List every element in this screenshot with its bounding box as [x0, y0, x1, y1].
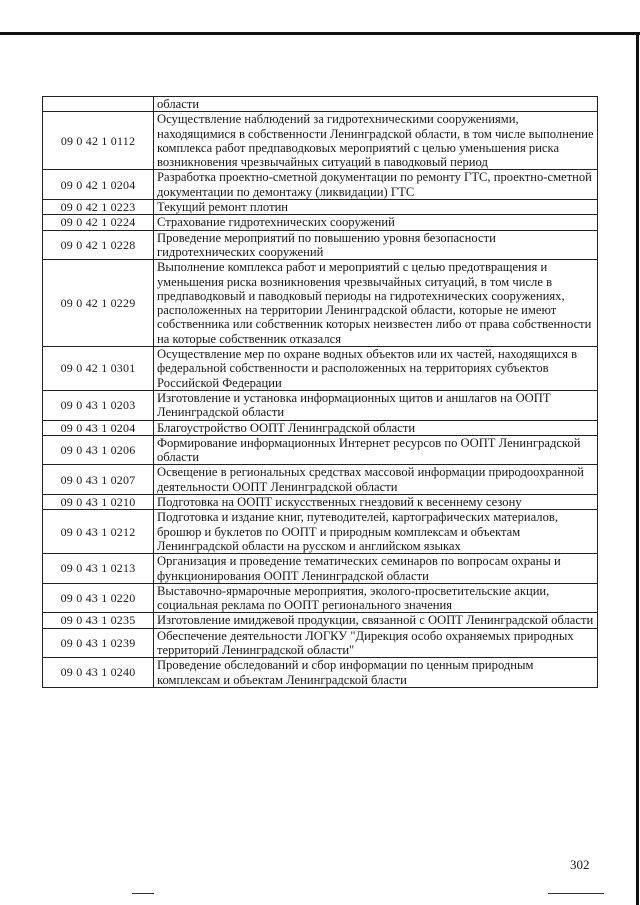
description-cell: Выполнение комплекса работ и мероприятий с целью предотвращения и уменьшения риска возникновения чрезвычайных ситуаций, в том числе в предпаводковый и паводковый периоды на гидротехнических сооружениях, расположенных на территории Ленинградской области, которые не имеют собственника или собственник которых неизвестен либо от права собственности на которые собственник отказался: [154, 260, 598, 347]
budget-code-cell: 09 0 43 1 0220: [43, 583, 154, 613]
description-cell: Разработка проектно-сметной документации по ремонту ГТС, проектно-сметной документации по демонтажу (ликвидации) ГТС: [154, 170, 598, 200]
table-row: [43, 97, 598, 112]
table-row: [43, 170, 598, 200]
description-cell: Осуществление мер по охране водных объектов или их частей, находящихся в федеральной собственности и расположенных на территориях субъектов Российской Федерации: [154, 347, 598, 391]
table-row: [43, 495, 598, 510]
table-row: [43, 200, 598, 215]
description-cell: Текущий ремонт плотин: [154, 200, 598, 215]
scan-artifact-line: [548, 893, 604, 894]
budget-code-cell: 09 0 42 1 0223: [43, 200, 154, 215]
table-row: [43, 583, 598, 613]
description-cell: Обеспечение деятельности ЛОГКУ "Дирекция особо охраняемых природных территорий Ленинградской области": [154, 628, 598, 658]
table-row: [43, 112, 598, 170]
budget-code-cell: 09 0 43 1 0235: [43, 613, 154, 628]
description-cell: Формирование информационных Интернет ресурсов по ООПТ Ленинградской области: [154, 435, 598, 465]
budget-code-cell: 09 0 43 1 0210: [43, 495, 154, 510]
table-row: [43, 420, 598, 435]
description-cell: Проведение мероприятий по повышению уровня безопасности гидротехнических сооружений: [154, 230, 598, 260]
budget-code-cell: [43, 97, 154, 112]
table-row: [43, 510, 598, 554]
budget-code-table: [42, 96, 598, 688]
budget-code-cell: 09 0 42 1 0229: [43, 260, 154, 347]
scan-artifact-line: [132, 893, 154, 894]
budget-code-cell: 09 0 42 1 0224: [43, 215, 154, 230]
description-cell: Благоустройство ООПТ Ленинградской области: [154, 420, 598, 435]
description-cell: Подготовка и издание книг, путеводителей, картографических материалов, брошюр и буклетов по ООПТ и природным комплексам и объектам Ленинградской области на русском и английском языках: [154, 510, 598, 554]
budget-code-cell: 09 0 43 1 0203: [43, 390, 154, 420]
budget-code-cell: 09 0 43 1 0240: [43, 658, 154, 688]
description-cell: Страхование гидротехнических сооружений: [154, 215, 598, 230]
description-cell: Организация и проведение тематических семинаров по вопросам охраны и функционирования ООПТ Ленинградской области: [154, 554, 598, 584]
page-number: 302: [570, 857, 590, 872]
budget-code-cell: 09 0 43 1 0206: [43, 435, 154, 465]
budget-code-cell: 09 0 43 1 0204: [43, 420, 154, 435]
table-row: [43, 260, 598, 347]
description-cell: Проведение обследований и сбор информации по ценным природным комплексам и объектам Ленинградской бласти: [154, 658, 598, 688]
table-row: [43, 465, 598, 495]
table-row: [43, 613, 598, 628]
table-row: [43, 554, 598, 584]
description-cell: Освещение в региональных средствах массовой информации природоохранной деятельности ООПТ Ленинградской области: [154, 465, 598, 495]
budget-code-cell: 09 0 42 1 0301: [43, 347, 154, 391]
budget-code-cell: 09 0 43 1 0212: [43, 510, 154, 554]
budget-code-cell: 09 0 42 1 0112: [43, 112, 154, 170]
description-cell: Изготовление имиджевой продукции, связанной с ООПТ Ленинградской области: [154, 613, 598, 628]
description-cell: Изготовление и установка информационных щитов и аншлагов на ООПТ Ленинградской области: [154, 390, 598, 420]
budget-code-cell: 09 0 42 1 0204: [43, 170, 154, 200]
description-cell: Подготовка на ООПТ искусственных гнездовий к весеннему сезону: [154, 495, 598, 510]
budget-code-cell: 09 0 42 1 0228: [43, 230, 154, 260]
table-row: [43, 628, 598, 658]
description-cell: области: [154, 97, 598, 112]
table-row: [43, 390, 598, 420]
table-row: [43, 347, 598, 391]
table-row: [43, 215, 598, 230]
scan-border-right: [636, 32, 639, 905]
table-row: [43, 435, 598, 465]
description-cell: Выставочно-ярмарочные мероприятия, эколого-просветительские акции, социальная реклама по ООПТ регионального значения: [154, 583, 598, 613]
table-row: [43, 230, 598, 260]
description-cell: Осуществление наблюдений за гидротехническими сооружениями, находящимися в собственности Ленинградской области, в том числе выполнение комплекса работ предпаводковых мероприятий с целью уменьшения риска возникновения чрезвычайных ситуаций в паводковый период: [154, 112, 598, 170]
table-body: [43, 97, 598, 688]
scan-border-top: [0, 32, 640, 35]
budget-code-cell: 09 0 43 1 0239: [43, 628, 154, 658]
table-row: [43, 658, 598, 688]
budget-code-cell: 09 0 43 1 0213: [43, 554, 154, 584]
budget-code-cell: 09 0 43 1 0207: [43, 465, 154, 495]
